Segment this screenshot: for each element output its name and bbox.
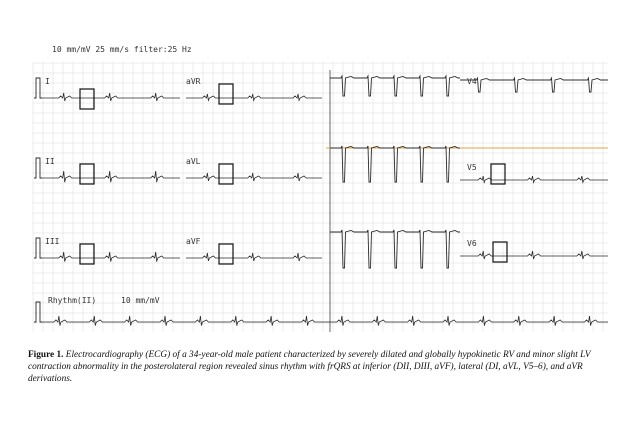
calibration-pulse: [34, 302, 42, 322]
rhythm-gain: 10 mm/mV: [121, 296, 160, 305]
lead-label-avf: aVF: [186, 237, 201, 246]
trace-lead-avr: [186, 94, 322, 100]
trace-lead-iii: [42, 252, 180, 262]
box-lead-avr: [219, 84, 233, 104]
box-lead-i: [80, 89, 94, 109]
lead-label-avr: aVR: [186, 77, 201, 86]
ecg-grid: [33, 63, 608, 332]
calibration-pulse: [34, 158, 42, 178]
grid-lines: [33, 63, 608, 332]
lead-label-v4: V4: [467, 77, 477, 86]
rhythm-label: Rhythm(II): [48, 296, 97, 305]
lead-label-i: I: [45, 77, 50, 86]
ecg-traces: [34, 76, 608, 326]
figure-caption-text: Electrocardiography (ECG) of a 34-year-old male patient characterized by severely dilated and globally hypokinetic RV and minor slight LV contraction abnormality in the posterolateral region revealed sinus rhythm with frQRS at inferior (DII, DIII, aVF), lateral (DI, aVL, V5–6), and aVR derivations.: [28, 350, 591, 385]
trace-lead-v2: [330, 146, 460, 182]
box-lead-v6: [493, 242, 507, 262]
calibration-pulse: [34, 78, 42, 98]
trace-lead-i: [42, 93, 180, 101]
lead-label-iii: III: [45, 237, 60, 246]
trace-lead-avf: [186, 253, 322, 261]
box-lead-iii: [80, 244, 94, 264]
figure-caption-label: Figure 1.: [28, 350, 64, 360]
trace-lead-v3: [330, 230, 460, 268]
lead-label-avl: aVL: [186, 157, 201, 166]
box-lead-avf: [219, 244, 233, 264]
trace-lead-v4: [460, 78, 608, 92]
lead-label-v5: V5: [467, 163, 477, 172]
trace-lead-avl: [186, 173, 322, 181]
lead-label-v6: V6: [467, 239, 477, 248]
trace-lead-v5: [460, 176, 608, 182]
trace-lead-ii: [42, 171, 180, 182]
ecg-settings-text: 10 mm/mV 25 mm/s filter:25 Hz: [52, 45, 192, 54]
box-lead-ii: [80, 164, 94, 184]
lead-label-ii: II: [45, 157, 55, 166]
box-lead-avl: [219, 164, 233, 184]
trace-lead-v6: [460, 251, 608, 259]
figure-caption: [28, 349, 624, 386]
calibration-pulse: [34, 238, 42, 258]
